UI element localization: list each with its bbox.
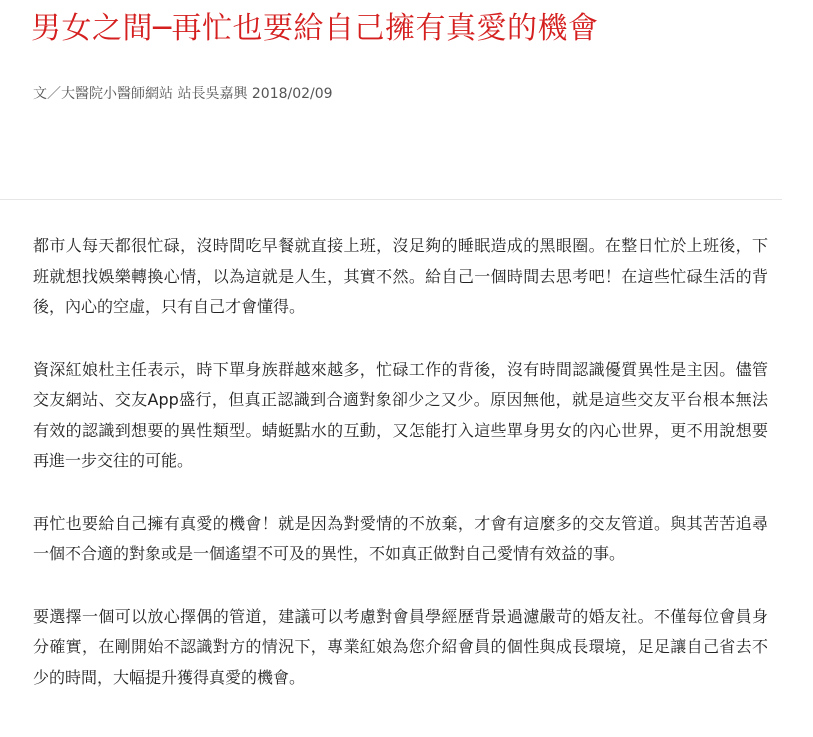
article-header (0, 0, 813, 200)
article-title: 男女之間─再忙也要給自己擁有真愛的機會 (31, 11, 599, 46)
header-divider (0, 199, 782, 200)
article-paragraph-2: 資深紅娘杜主任表示，時下單身族群越來越多，忙碌工作的背後，沒有時間認識優質異性是主因。儘管交友網站、交友App盛行，但真正認識到合適對象卻少之又少。原因無他，就是這些交友平台根本無法有效的認識到想要的異性類型。蜻蜓點水的互動，又怎能打入這些單身男女的內心世界，更不用說想要再進一步交往的可能。 (33, 359, 768, 470)
article-byline: 文／大醫院小醫師網站 站長吳嘉興 2018/02/09 (33, 86, 333, 102)
article-paragraph-3: 再忙也要給自己擁有真愛的機會！就是因為對愛情的不放棄，才會有這麼多的交友管道。與其苦苦追尋一個不合適的對象或是一個遙望不可及的異性，不如真正做對自己愛情有效益的事。 (33, 513, 768, 563)
article-paragraph-4: 要選擇一個可以放心擇偶的管道，建議可以考慮對會員學經歷背景過濾嚴苛的婚友社。不僅每位會員身分確實，在剛開始不認識對方的情況下，專業紅娘為您介紹會員的個性與成長環境，足足讓自己省去不少的時間，大幅提升獲得真愛的機會。 (33, 606, 768, 687)
article-paragraph-1: 都市人每天都很忙碌，沒時間吃早餐就直接上班，沒足夠的睡眠造成的黑眼圈。在整日忙於上班後，下班就想找娛樂轉換心情，以為這就是人生，其實不然。給自己一個時間去思考吧！在這些忙碌生活的背後，內心的空虛，只有自己才會懂得。 (33, 236, 768, 316)
article-body (33, 231, 768, 693)
